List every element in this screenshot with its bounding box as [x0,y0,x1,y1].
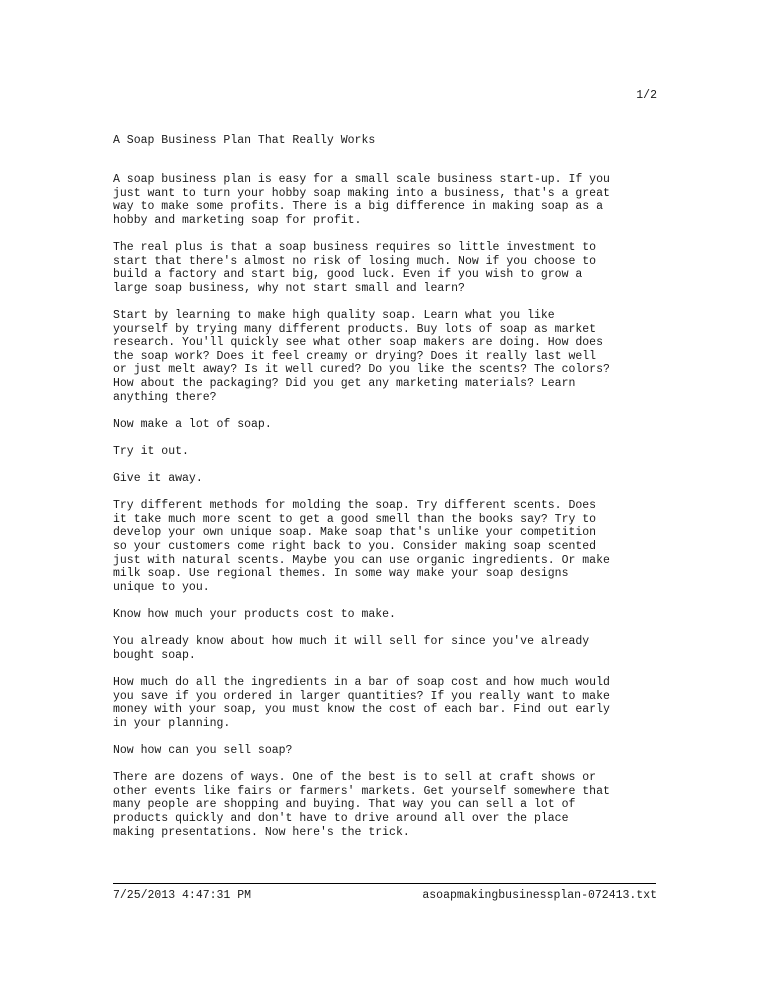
footer-divider [113,883,656,884]
paragraph: Now make a lot of soap. [113,417,272,431]
paragraph: The real plus is that a soap business requires so little investment to start that there's almost no risk of losing much. Now if you choose to build a factory and start big, good luck. Even if you wish to grow a large soap business, why not start small and learn? [113,240,597,295]
document-body [113,173,661,853]
paragraph: Try different methods for molding the soap. Try different scents. Does it take much more scent to get a good smell than the books say? Try to develop your own unique soap. Make soap that's unlike your competition so your customers come right back to you. Consider making soap scented just with natural scents. Maybe you can use organic ingredients. Or make milk soap. Use regional themes. In some way make your soap designs unique to you. [113,499,610,594]
paragraph: Start by learning to make high quality soap. Learn what you like yourself by trying many different products. Buy lots of soap as market research. You'll quickly see what other soap makers are doing. How does the soap work? Does it feel creamy or drying? Does it really last well or just melt away? Is it well cured? Do you like the scents? The colors? How about the packaging? Did you get any marketing materials? Learn anything there? [113,308,610,404]
footer-timestamp: 7/25/2013 4:47:31 PM [113,889,252,902]
paragraph: Now how can you sell soap? [113,743,293,757]
paragraph: A soap business plan is easy for a small scale business start-up. If you just want to turn your hobby soap making into a business, that's a great way to make some profits. There is a big difference in making soap as a hobby and marketing soap for profit. [113,173,610,227]
paragraph: Try it out. [113,444,189,458]
paragraph: Give it away. [113,472,203,486]
document-title: A Soap Business Plan That Really Works [113,134,376,147]
paragraph: You already know about how much it will sell for since you've already bought soap. [113,635,590,662]
paragraph: How much do all the ingredients in a bar of soap cost and how much would you save if you ordered in larger quantities? If you really want to make money with your soap, you must know the cost of each bar. Find out early in your planning. [113,675,610,730]
footer-filename: asoapmakingbusinessplan-072413.txt [422,889,657,902]
paragraph: There are dozens of ways. One of the best is to sell at craft shows or other events like fairs or farmers' markets. Get yourself somewhere that many people are shopping and buying. That way you can sell a lot of products quickly and don't have to drive around all over the place making presentations. Now here's the trick. [113,771,610,839]
page-number: 1/2 [636,89,657,102]
paragraph: Know how much your products cost to make. [113,608,396,621]
